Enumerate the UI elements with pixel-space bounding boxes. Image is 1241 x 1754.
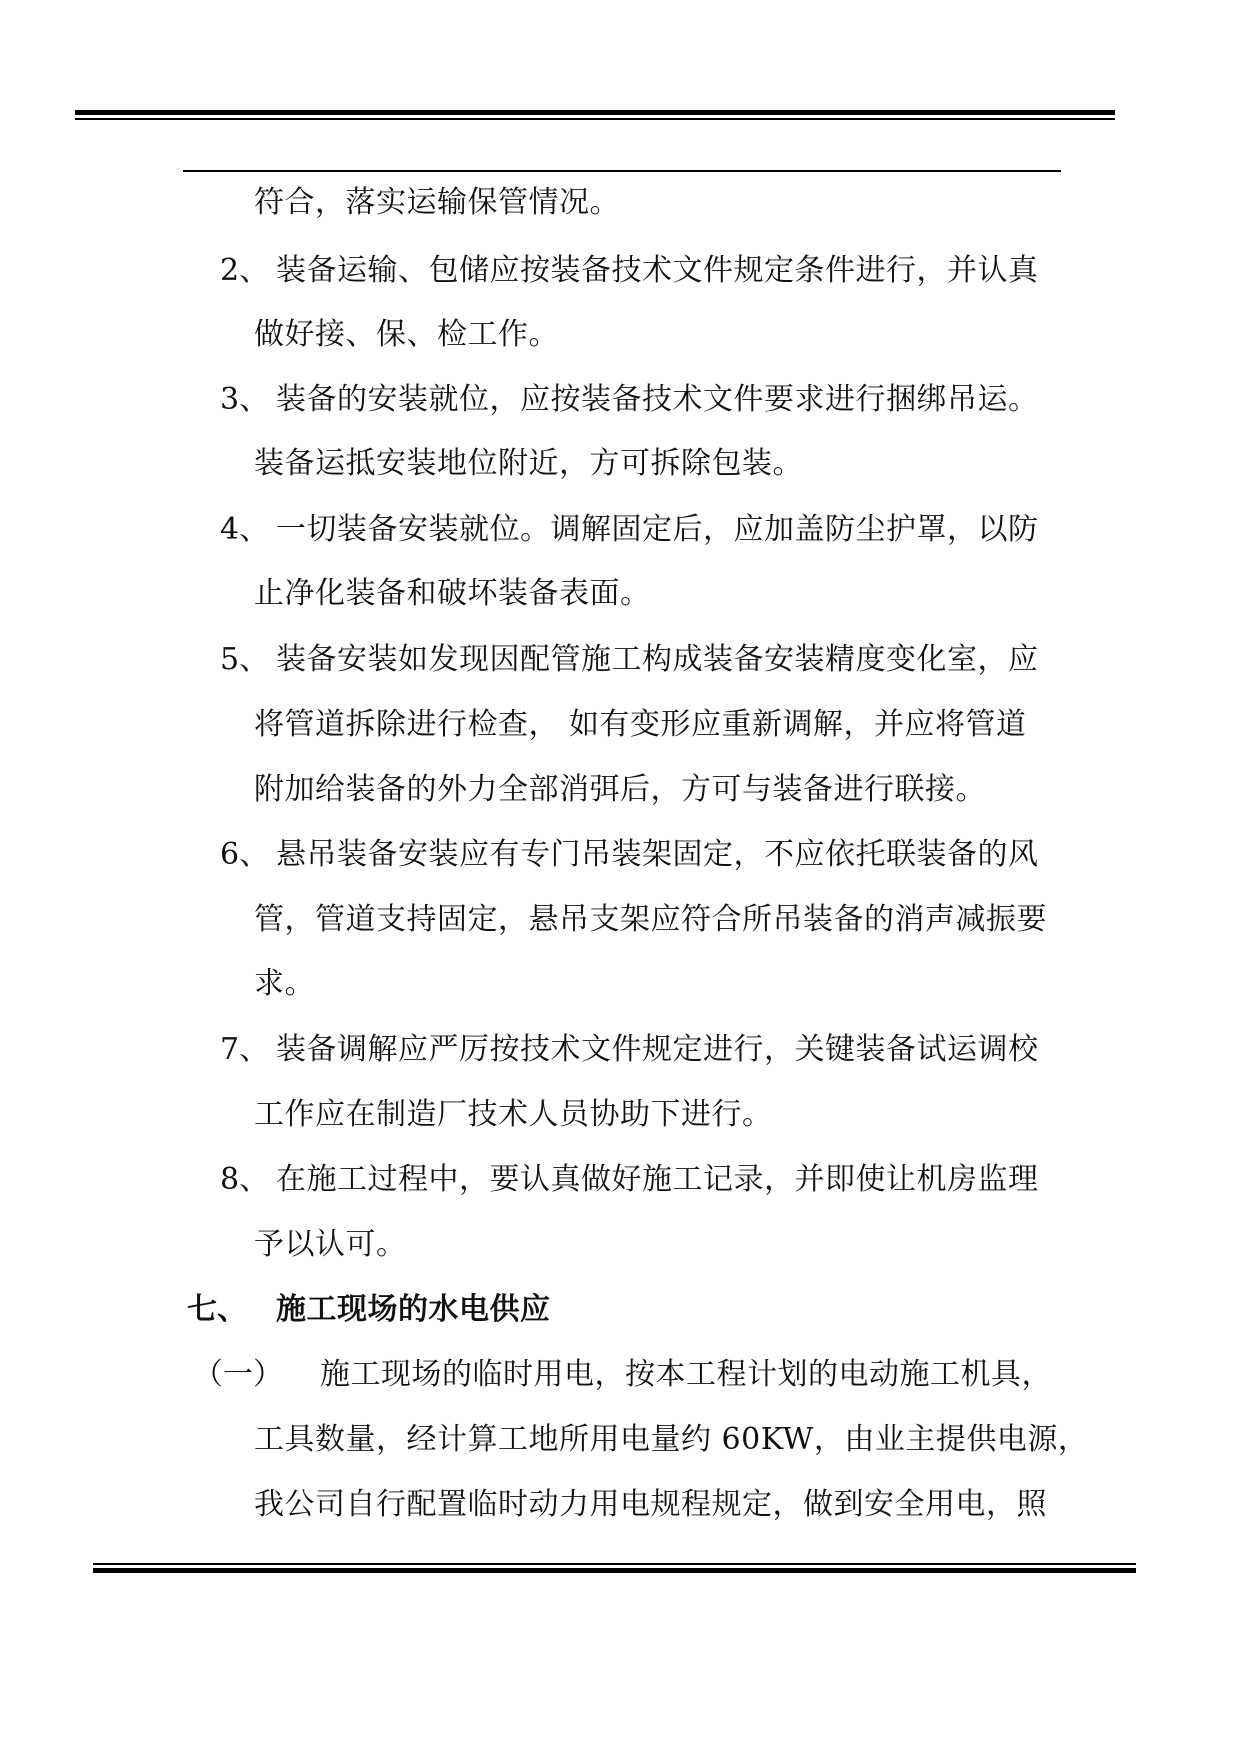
intro-line: 符合，落实运输保管情况。 xyxy=(254,185,620,220)
item-7-line-1: 装备调解应严厉按技术文件规定进行，关键装备试运调校 xyxy=(276,1032,1039,1067)
subsection-line-1: 施工现场的临时用电，按本工程计划的电动施工机具， xyxy=(320,1357,1052,1392)
item-2-line-1: 装备运输、包储应按装备技术文件规定条件进行，并认真 xyxy=(276,253,1039,288)
item-3-number: 3、 xyxy=(220,382,270,417)
item-5-line-3: 附加给装备的外力全部消弭后，方可与装备进行联接。 xyxy=(254,772,986,807)
item-4-line-2: 止净化装备和破坏装备表面。 xyxy=(254,576,651,611)
item-5-number: 5、 xyxy=(220,642,270,677)
header-thick-rule xyxy=(75,110,1115,115)
item-2-number: 2、 xyxy=(220,253,270,288)
footer-thin-rule xyxy=(93,1563,1136,1565)
item-5-line-2: 将管道拆除进行检查， 如有变形应重新调解，并应将管道 xyxy=(254,707,1027,742)
item-6-line-3: 求。 xyxy=(254,966,315,1001)
item-4-number: 4、 xyxy=(220,512,270,547)
item-5-line-1: 装备安装如发现因配管施工构成装备安装精度变化室，应 xyxy=(276,642,1039,677)
header-thin-rule xyxy=(75,118,1115,120)
item-7-number: 7、 xyxy=(220,1032,270,1067)
subsection-number: （一） xyxy=(193,1357,283,1392)
item-2-line-2: 做好接、保、检工作。 xyxy=(254,317,559,352)
subsection-line-3: 我公司自行配置临时动力用电规程规定，做到安全用电，照 xyxy=(254,1487,1047,1522)
item-6-line-2: 管，管道支持固定，悬吊支架应符合所吊装备的消声减振要 xyxy=(254,902,1047,937)
section-number: 七、 xyxy=(187,1292,247,1327)
item-4-line-1: 一切装备安装就位。调解固定后，应加盖防尘护罩，以防 xyxy=(276,512,1039,547)
item-3-line-1: 装备的安装就位，应按装备技术文件要求进行捆绑吊运。 xyxy=(276,382,1039,417)
item-3-line-2: 装备运抵安装地位附近，方可拆除包装。 xyxy=(254,446,803,481)
footer-thick-rule xyxy=(93,1568,1136,1573)
item-6-number: 6、 xyxy=(220,837,270,872)
header-underline xyxy=(183,170,1061,172)
subsection-line-2: 工具数量，经计算工地所用电量约 60KW，由业主提供电源， xyxy=(254,1422,1089,1457)
item-6-line-1: 悬吊装备安装应有专门吊装架固定，不应依托联装备的风 xyxy=(276,837,1039,872)
section-title: 施工现场的水电供应 xyxy=(276,1292,551,1327)
item-7-line-2: 工作应在制造厂技术人员协助下进行。 xyxy=(254,1097,773,1132)
item-8-number: 8、 xyxy=(220,1162,270,1197)
item-8-line-2: 予以认可。 xyxy=(254,1227,407,1262)
item-8-line-1: 在施工过程中，要认真做好施工记录，并即使让机房监理 xyxy=(276,1162,1039,1197)
